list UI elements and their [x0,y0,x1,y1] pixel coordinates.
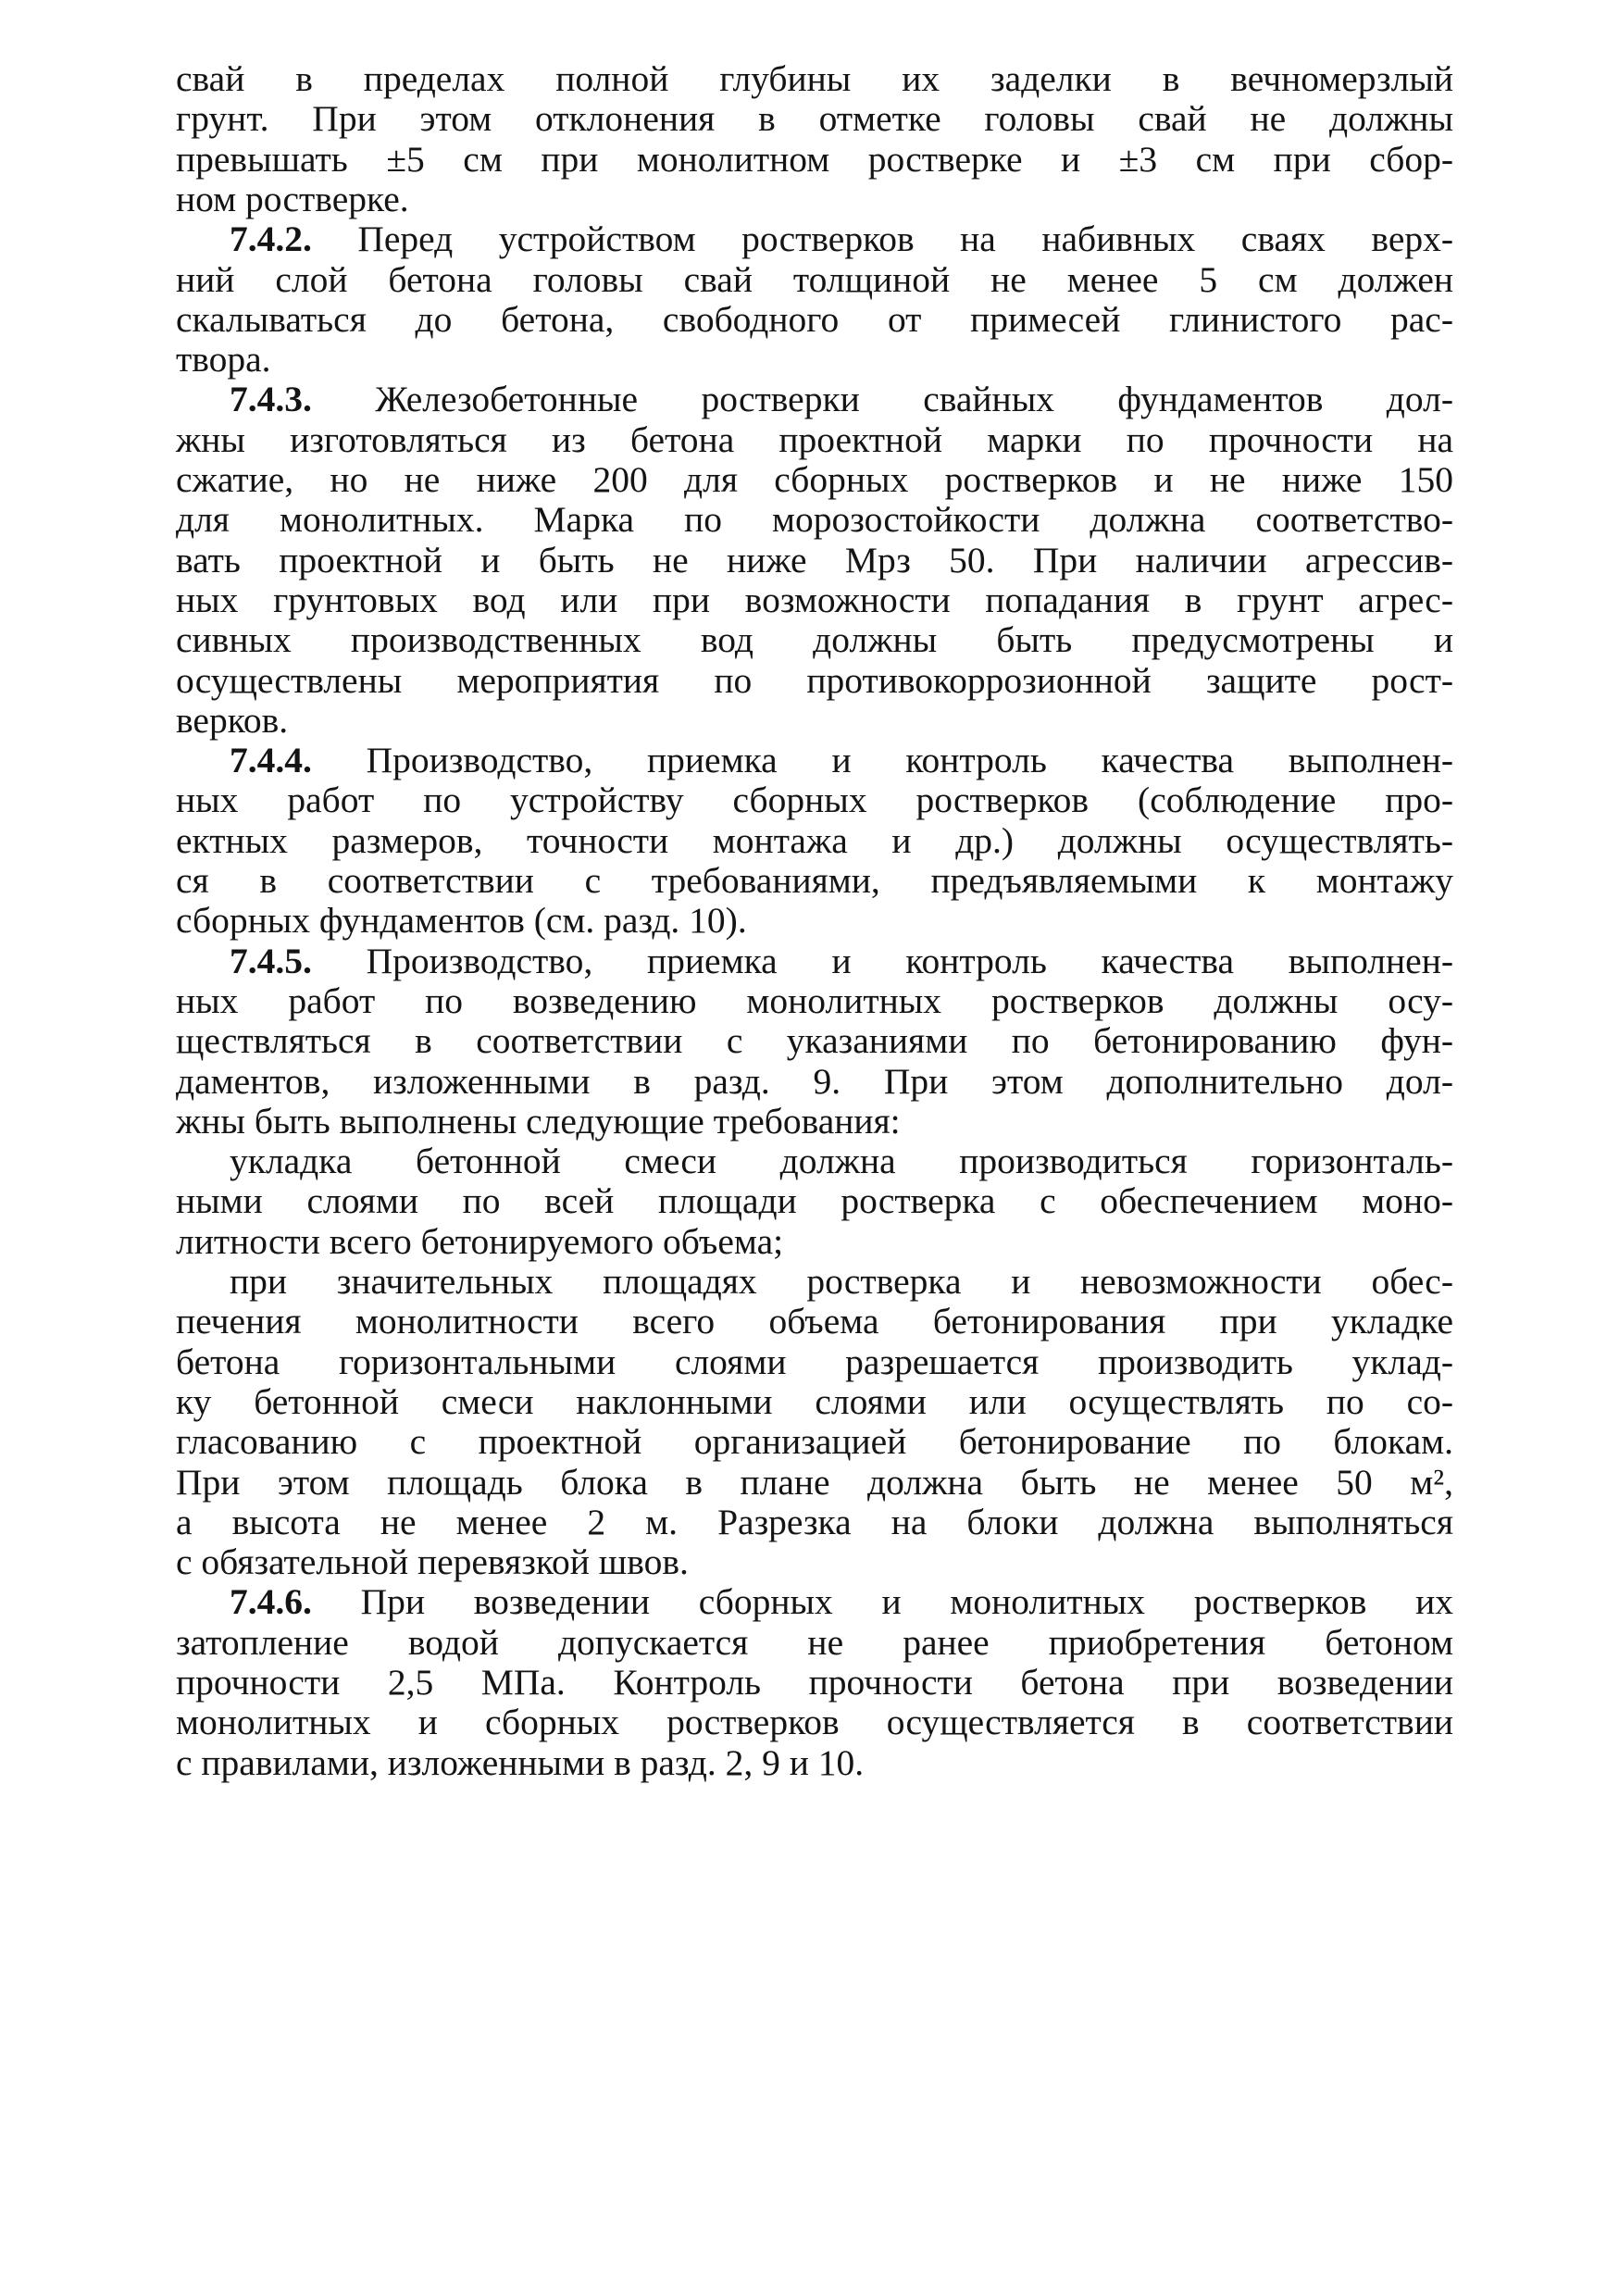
line-text: При этом площадь блока в плане должна быть не менее 50 м², [176,1461,1453,1503]
line-text: твора. [176,339,271,381]
line-text: скалываться до бетона, свободного от примесей глинистого рас- [176,298,1453,340]
text-line [176,178,1453,220]
text-line [176,1461,1453,1504]
text-line [176,57,1453,100]
line-text: бетона горизонтальными слоями разрешается производить уклад- [176,1341,1453,1382]
text-line [176,97,1453,140]
line-text: верков. [176,699,289,741]
text-line [176,1380,1453,1423]
line-text: сивных производственных вод должны быть предусмотрены и [176,619,1453,661]
text-line [176,899,1453,942]
line-text: ном ростверке. [176,178,409,219]
line-text: печения монолитности всего объема бетонирования при укладке [176,1301,1453,1342]
text-line [176,498,1453,541]
line-text: с правилами, изложенными в разд. 2, 9 и 10. [176,1741,865,1783]
paragraph-first-line [230,378,1453,420]
line-text: прочности 2,5 МПа. Контроль прочности бетона при возведении [176,1662,1453,1703]
text-line [176,618,1453,661]
line-text: даментов, изложенными в разд. 9. При этом дополнительно дол- [176,1060,1453,1102]
line-text: при значительных площадях ростверка и невозможности обес- [230,1261,1453,1302]
text-line [176,1341,1453,1383]
line-text: монолитных и сборных ростверков осуществляется в соответствии [176,1702,1453,1743]
text-line [176,699,1453,742]
text-line [176,1420,1453,1463]
line-text: осуществлены мероприятия по противокоррозионной защите рост- [176,659,1453,701]
line-text: превышать ±5 см при монолитном ростверке и ±3 см при сбор- [176,138,1453,180]
line-text: а высота не менее 2 м. Разрезка на блоки должна выполняться [176,1501,1453,1542]
text-line [176,1661,1453,1703]
text-line [230,1260,1453,1303]
text-line [176,579,1453,621]
text-line [176,338,1453,381]
section-number: 7.4.4. [230,740,312,781]
text-line [176,1100,1453,1142]
section-number: 7.4.6. [230,1581,312,1623]
text-line [176,859,1453,902]
line-text: гласованию с проектной организацией бетонирование по блокам. [176,1421,1453,1463]
text-line [176,1300,1453,1342]
line-text: ществляться в соответствии с указаниями по бетонированию фун- [176,1020,1453,1062]
paragraph-first-line [230,940,1453,982]
text-line [176,458,1453,501]
text-line [176,779,1453,821]
text-line [176,980,1453,1022]
line-text: ными слоями по всей площади ростверка с обеспечением моно- [176,1180,1453,1222]
paragraph-first-line [230,218,1453,260]
line-text: ных работ по устройству сборных ростверков (соблюдение про- [176,780,1453,821]
text-line [176,1179,1453,1222]
line-text: с обязательной перевязкой швов. [176,1541,689,1583]
text-line [176,819,1453,862]
line-text: ся в соответствии с требованиями, предъявляемыми к монтажу [176,860,1453,901]
text-line [176,1019,1453,1062]
line-text: ку бетонной смеси наклонными слоями или осуществлять по со- [176,1380,1453,1422]
line-text: сборных фундаментов (см. разд. 10). [176,900,747,942]
section-number: 7.4.3. [230,379,312,420]
line-text: При возведении сборных и монолитных ростверков их [311,1581,1453,1623]
paragraph-first-line [230,1580,1453,1623]
text-line [176,1621,1453,1664]
text-line [176,1701,1453,1743]
line-text: свай в пределах полной глубины их заделки в вечномерзлый [176,58,1453,99]
line-text: ний слой бетона головы свай толщиной не менее 5 см должен [176,258,1453,300]
text-line [176,1741,1453,1784]
line-text: Перед устройством ростверков на набивных сваях верх- [311,218,1453,260]
line-text: Железобетонные ростверки свайных фундаментов дол- [311,379,1453,420]
line-text: для монолитных. Марка по морозостойкости должна соответство- [176,499,1453,541]
line-text: грунт. При этом отклонения в отметке головы свай не должны [176,98,1453,140]
text-line [176,539,1453,581]
text-line [176,418,1453,461]
text-line [176,1060,1453,1103]
line-text: жны быть выполнены следующие требования: [176,1100,901,1142]
text-line [176,298,1453,341]
line-text: Производство, приемка и контроль качества выполнен- [311,740,1453,781]
line-text: ных работ по возведению монолитных ростверков должны осу- [176,980,1453,1021]
line-text: Производство, приемка и контроль качества выполнен- [311,940,1453,981]
text-line [176,1220,1453,1263]
line-text: ных грунтовых вод или при возможности попадания в грунт агрес- [176,579,1453,620]
line-text: жны изготовляться из бетона проектной марки по прочности на [176,418,1453,460]
text-line [176,1541,1453,1583]
text-line [176,258,1453,301]
text-line [176,138,1453,181]
text-line [230,1140,1453,1182]
text-line [176,1501,1453,1543]
line-text: ектных размеров, точности монтажа и др.) должны осуществлять- [176,819,1453,861]
line-text: вать проектной и быть не ниже Мрз 50. При наличии агрессив- [176,539,1453,580]
paragraph-first-line [230,739,1453,781]
line-text: сжатие, но не ниже 200 для сборных ростверков и не ниже 150 [176,459,1453,500]
text-line [176,659,1453,702]
section-number: 7.4.5. [230,940,312,981]
line-text: затопление водой допускается не ранее приобретения бетоном [176,1621,1453,1663]
line-text: литности всего бетонируемого объема; [176,1220,784,1262]
section-number: 7.4.2. [230,218,312,260]
line-text: укладка бетонной смеси должна производиться горизонталь- [230,1141,1453,1182]
